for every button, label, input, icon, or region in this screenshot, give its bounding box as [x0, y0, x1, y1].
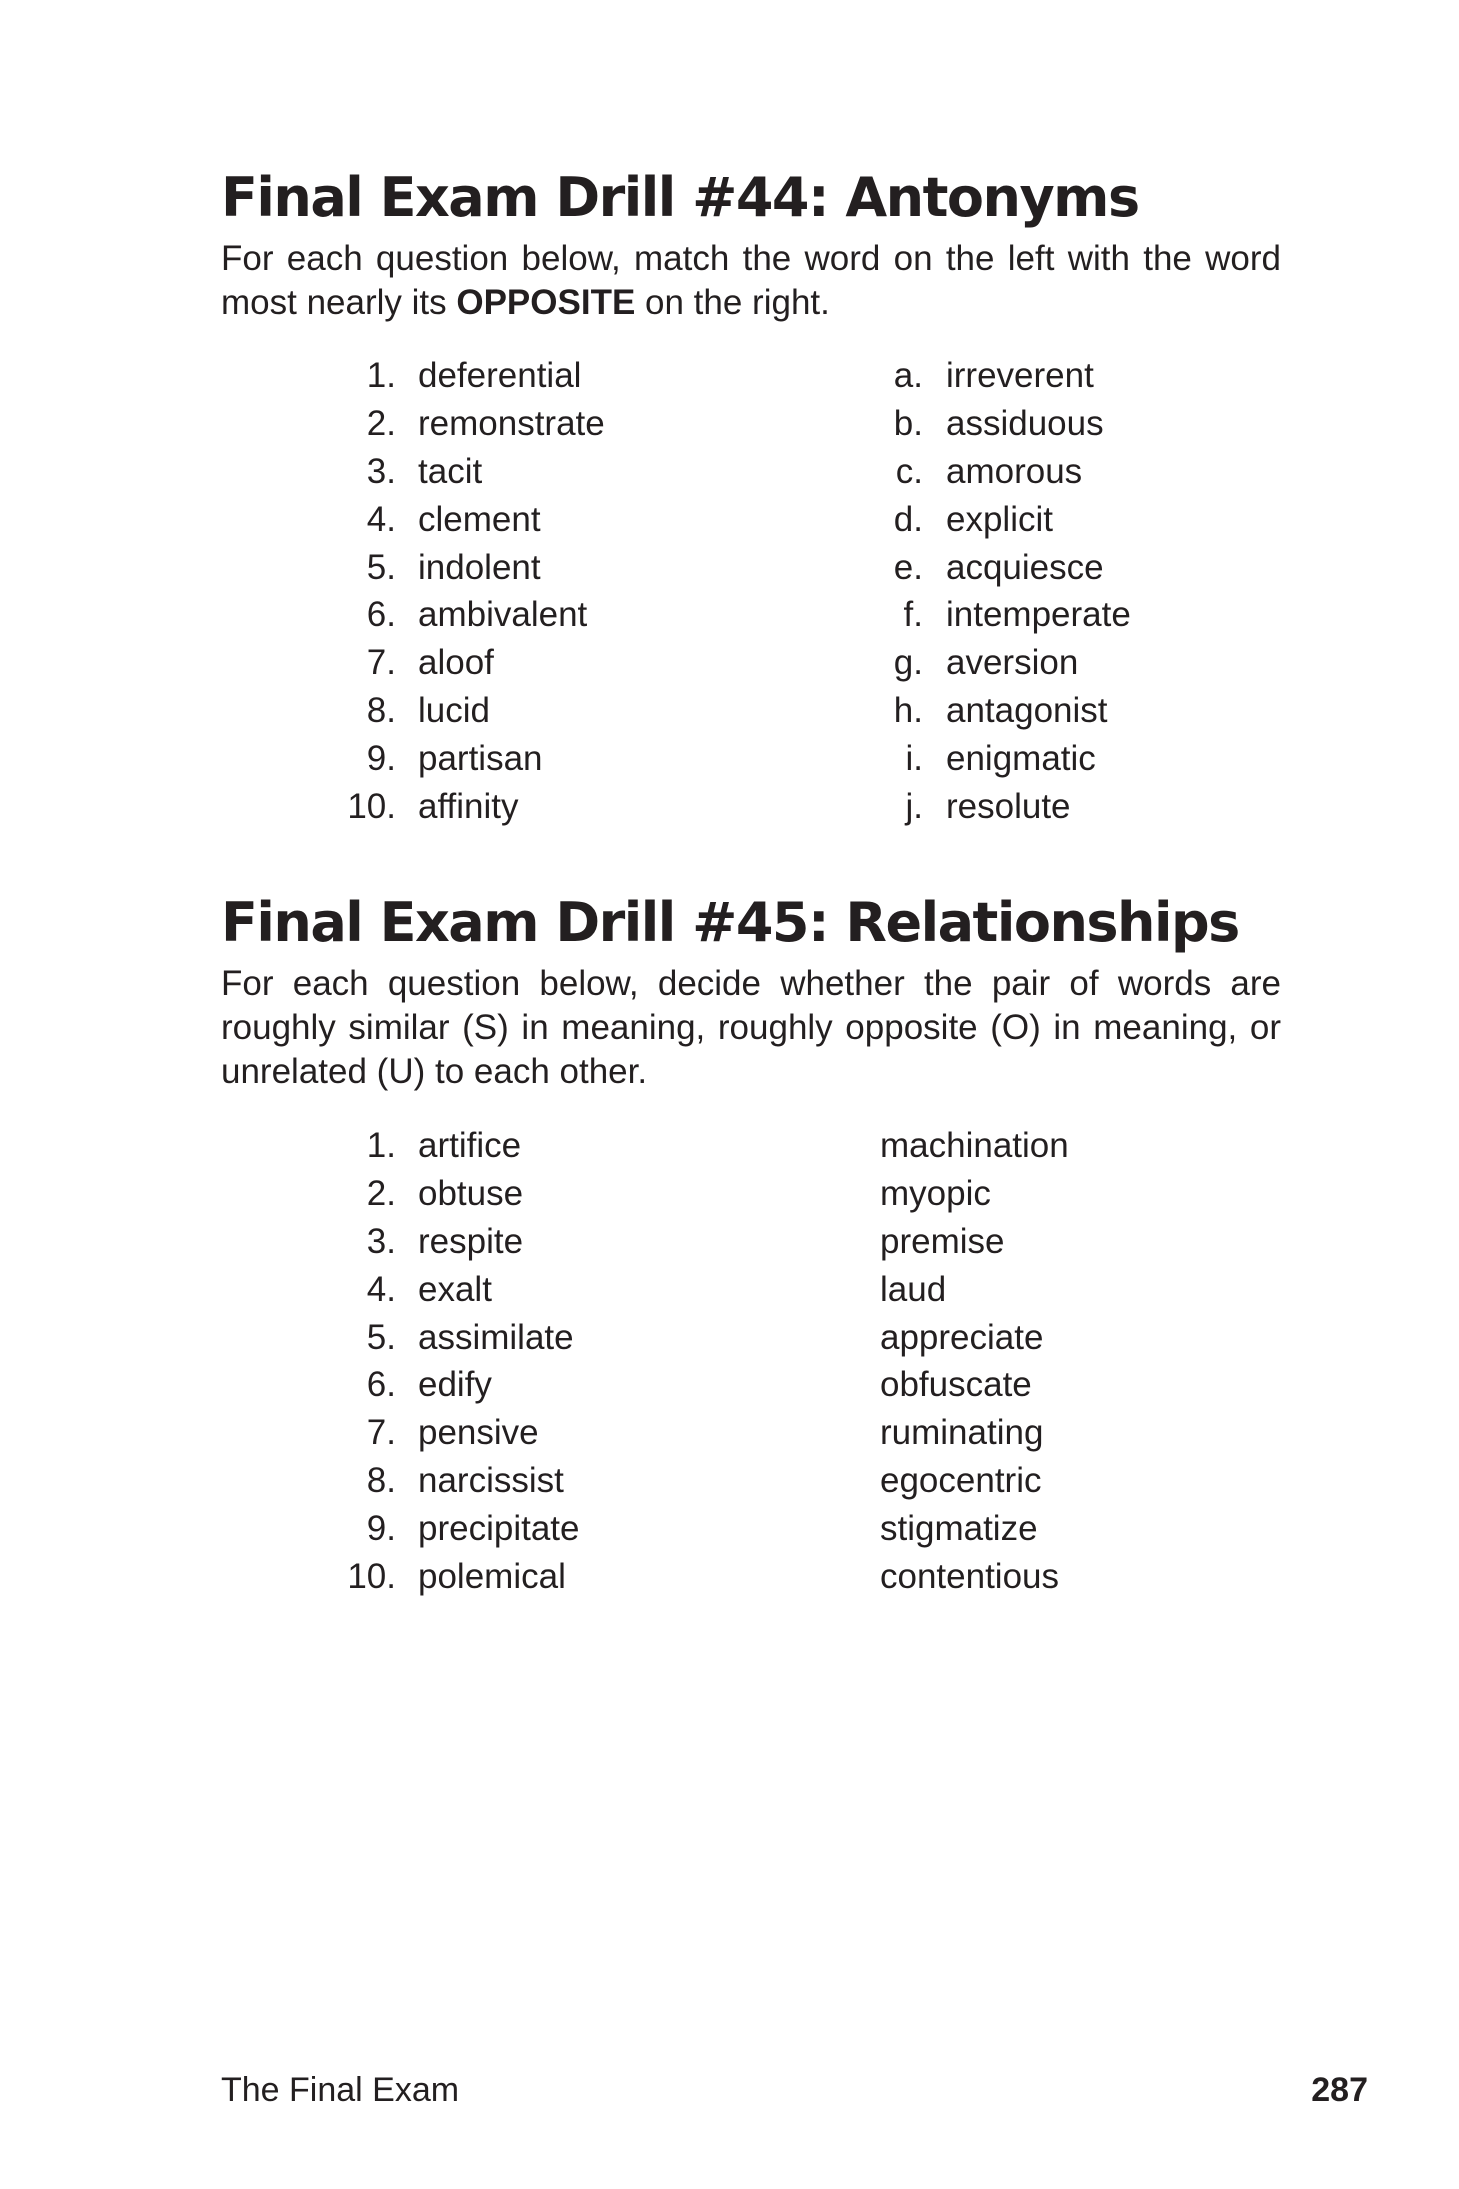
list-item-word: precipitate — [418, 1509, 580, 1549]
list-item-letter: i. — [905, 739, 923, 779]
drill-45-title: Final Exam Drill #45: Relationships — [221, 891, 1239, 954]
list-item-word: polemical — [418, 1557, 566, 1597]
list-item-pair-word: laud — [880, 1269, 947, 1309]
drill-44-instructions-start: For each question below, match the word on the left with the word most nearly its — [221, 239, 1281, 322]
list-item-pair-word: ruminating — [880, 1413, 1044, 1453]
list-item-letter: f. — [903, 595, 923, 635]
drill-45-instructions: For each question below, decide whether the pair of words are roughly similar (S) in meaning, roughly opposite (O) in meaning, or unrelated (U) to each other. — [221, 964, 1281, 1091]
list-item-pair-word: machination — [880, 1126, 1069, 1165]
list-item-word: narcissist — [418, 1461, 564, 1501]
list-item-word: pensive — [418, 1413, 539, 1453]
list-item-word: clement — [418, 499, 541, 539]
list-item-word: lucid — [418, 691, 490, 731]
list-item-word: amorous — [946, 451, 1083, 491]
list-item-word: artifice — [418, 1126, 522, 1165]
list-item-word: deferential — [418, 356, 582, 395]
list-item-word: respite — [418, 1221, 524, 1261]
drill-44-left-words — [418, 352, 738, 831]
list-item-number: 4. — [366, 499, 396, 539]
list-item-pair-word: egocentric — [880, 1461, 1042, 1501]
list-item-number: 1. — [366, 1126, 396, 1165]
list-item-word: edify — [418, 1365, 492, 1405]
list-item-letter: a. — [893, 356, 923, 395]
list-item-letter: g. — [893, 643, 923, 683]
list-item-word: affinity — [418, 787, 519, 827]
list-item-word: acquiesce — [946, 547, 1104, 587]
list-item-number: 5. — [366, 547, 396, 587]
list-item-number: 10. — [347, 787, 396, 827]
list-item-word: irreverent — [946, 356, 1094, 395]
drill-44-right-letters — [870, 352, 923, 831]
list-item-number: 8. — [366, 1461, 396, 1501]
list-item-number: 6. — [366, 595, 396, 635]
list-item-pair-word: contentious — [880, 1557, 1060, 1597]
list-item-word: partisan — [418, 739, 543, 779]
page-number: 287 — [1311, 2071, 1368, 2109]
drill-45-numbers — [330, 1122, 396, 1601]
list-item-letter: e. — [893, 547, 923, 587]
list-item-pair-word: obfuscate — [880, 1365, 1032, 1405]
list-item-number: 1. — [366, 356, 396, 395]
list-item-number: 5. — [366, 1317, 396, 1357]
list-item-number: 3. — [366, 451, 396, 491]
list-item-letter: c. — [895, 451, 923, 491]
list-item-pair-word: myopic — [880, 1173, 991, 1213]
list-item-word: assiduous — [946, 403, 1104, 443]
drill-44-right-words — [946, 352, 1276, 831]
list-item-word: obtuse — [418, 1173, 524, 1213]
list-item-number: 4. — [366, 1269, 396, 1309]
drill-44-title: Final Exam Drill #44: Antonyms — [221, 166, 1139, 229]
list-item-letter: h. — [893, 691, 923, 731]
list-item-pair-word: appreciate — [880, 1317, 1044, 1357]
drill-45-left-words — [418, 1122, 738, 1601]
list-item-word: enigmatic — [946, 739, 1096, 779]
list-item-number: 7. — [366, 1413, 396, 1453]
running-footer-section: The Final Exam — [221, 2071, 460, 2109]
list-item-letter: d. — [893, 499, 923, 539]
list-item-number: 3. — [366, 1221, 396, 1261]
list-item-word: aversion — [946, 643, 1079, 683]
list-item-word: intemperate — [946, 595, 1131, 635]
drill-44-left-numbers — [330, 352, 396, 831]
list-item-pair-word: stigmatize — [880, 1509, 1038, 1549]
list-item-number: 10. — [347, 1557, 396, 1597]
list-item-word: assimilate — [418, 1317, 574, 1357]
drill-44-instructions-emphasis: OPPOSITE — [456, 283, 636, 322]
list-item-word: remonstrate — [418, 403, 605, 443]
list-item-letter: b. — [893, 403, 923, 443]
list-item-pair-word: premise — [880, 1221, 1005, 1261]
list-item-number: 9. — [366, 1509, 396, 1549]
list-item-number: 9. — [366, 739, 396, 779]
list-item-letter: j. — [905, 787, 923, 827]
list-item-word: resolute — [946, 787, 1071, 827]
list-item-number: 2. — [366, 1173, 396, 1213]
list-item-number: 6. — [366, 1365, 396, 1405]
drill-44-instructions-end: on the right. — [635, 283, 830, 322]
list-item-word: indolent — [418, 547, 541, 587]
list-item-word: explicit — [946, 499, 1053, 539]
list-item-word: aloof — [418, 643, 494, 683]
drill-45-paired-words — [880, 1122, 1240, 1601]
list-item-word: ambivalent — [418, 595, 588, 635]
list-item-word: exalt — [418, 1269, 492, 1309]
drill-44-instructions — [221, 237, 1281, 325]
list-item-number: 8. — [366, 691, 396, 731]
list-item-word: tacit — [418, 451, 483, 491]
list-item-word: antagonist — [946, 691, 1108, 731]
list-item-number: 7. — [366, 643, 396, 683]
list-item-number: 2. — [366, 403, 396, 443]
